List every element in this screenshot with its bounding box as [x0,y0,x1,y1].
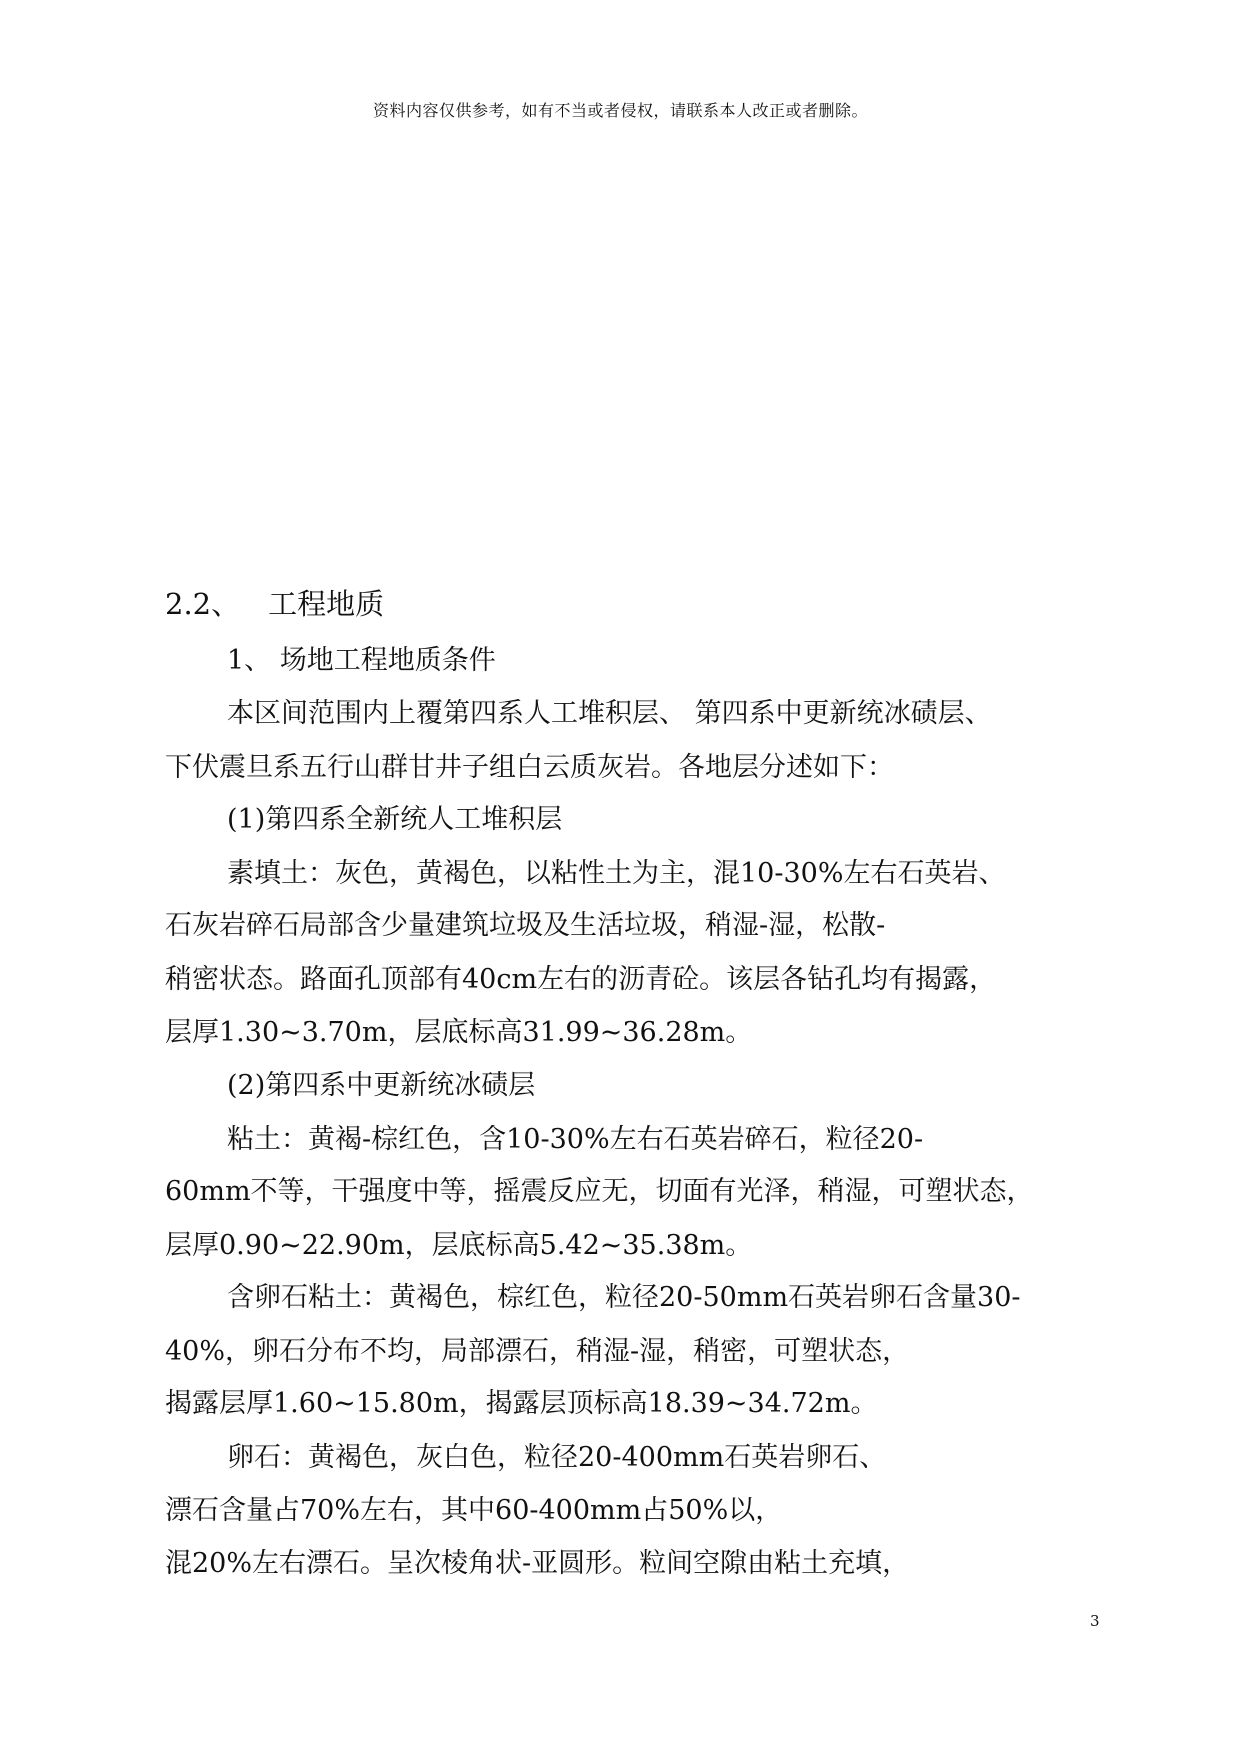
paragraph-line: 下伏震旦系五行山群甘井子组白云质灰岩。各地层分述如下： [165,752,894,783]
page-number: 3 [1090,1612,1100,1630]
paragraph-line: 60mm不等，干强度中等，摇震反应无，切面有光泽，稍湿，可塑状态， [165,1176,1034,1207]
paragraph-line: 石灰岩碎石局部含少量建筑垃圾及生活垃圾，稍湿-湿，松散- [165,910,886,941]
paragraph-line: 漂石含量占70%左右，其中60-400mm占50%以， [165,1495,783,1526]
paragraph-line: 稍密状态。路面孔顶部有40cm左右的沥青砼。该层各钻孔均有揭露， [165,964,997,995]
paragraph-line: 粘土：黄褐-棕红色，含10-30%左右石英岩碎石，粒径20- [227,1124,924,1155]
subheading-line: (1)第四系全新统人工堆积层 [227,804,563,835]
section-title: 工程地质 [268,587,385,621]
paragraph-line: 层厚1.30~3.70m，层底标高31.99~36.28m。 [165,1017,753,1048]
paragraph-line: 混20%左右漂石。呈次棱角状-亚圆形。粒间空隙由粘土充填， [165,1548,910,1579]
section-number: 2.2、 [165,587,241,621]
paragraph-line: 素填土：灰色，黄褐色，以粘性土为主，混10-30%左右石英岩、 [227,858,1006,889]
section-heading [165,582,384,623]
page-header-disclaimer: 资料内容仅供参考，如有不当或者侵权，请联系本人改正或者删除。 [372,101,868,120]
subsection-heading: 1、 场地工程地质条件 [227,645,496,676]
subheading-line: (2)第四系中更新统冰碛层 [227,1070,536,1101]
paragraph-line: 揭露层厚1.60~15.80m，揭露层顶标高18.39~34.72m。 [165,1388,878,1419]
paragraph-line: 卵石：黄褐色，灰白色，粒径20-400mm石英岩卵石、 [227,1442,887,1473]
paragraph-line: 含卵石粘土：黄褐色，棕红色，粒径20-50mm石英岩卵石含量30- [227,1282,1021,1313]
paragraph-line: 40%，卵石分布不均，局部漂石，稍湿-湿，稍密，可塑状态， [165,1336,910,1367]
paragraph-line: 层厚0.90~22.90m，层底标高5.42~35.38m。 [165,1230,753,1261]
paragraph-line: 本区间范围内上覆第四系人工堆积层、 第四系中更新统冰碛层、 [227,698,992,729]
